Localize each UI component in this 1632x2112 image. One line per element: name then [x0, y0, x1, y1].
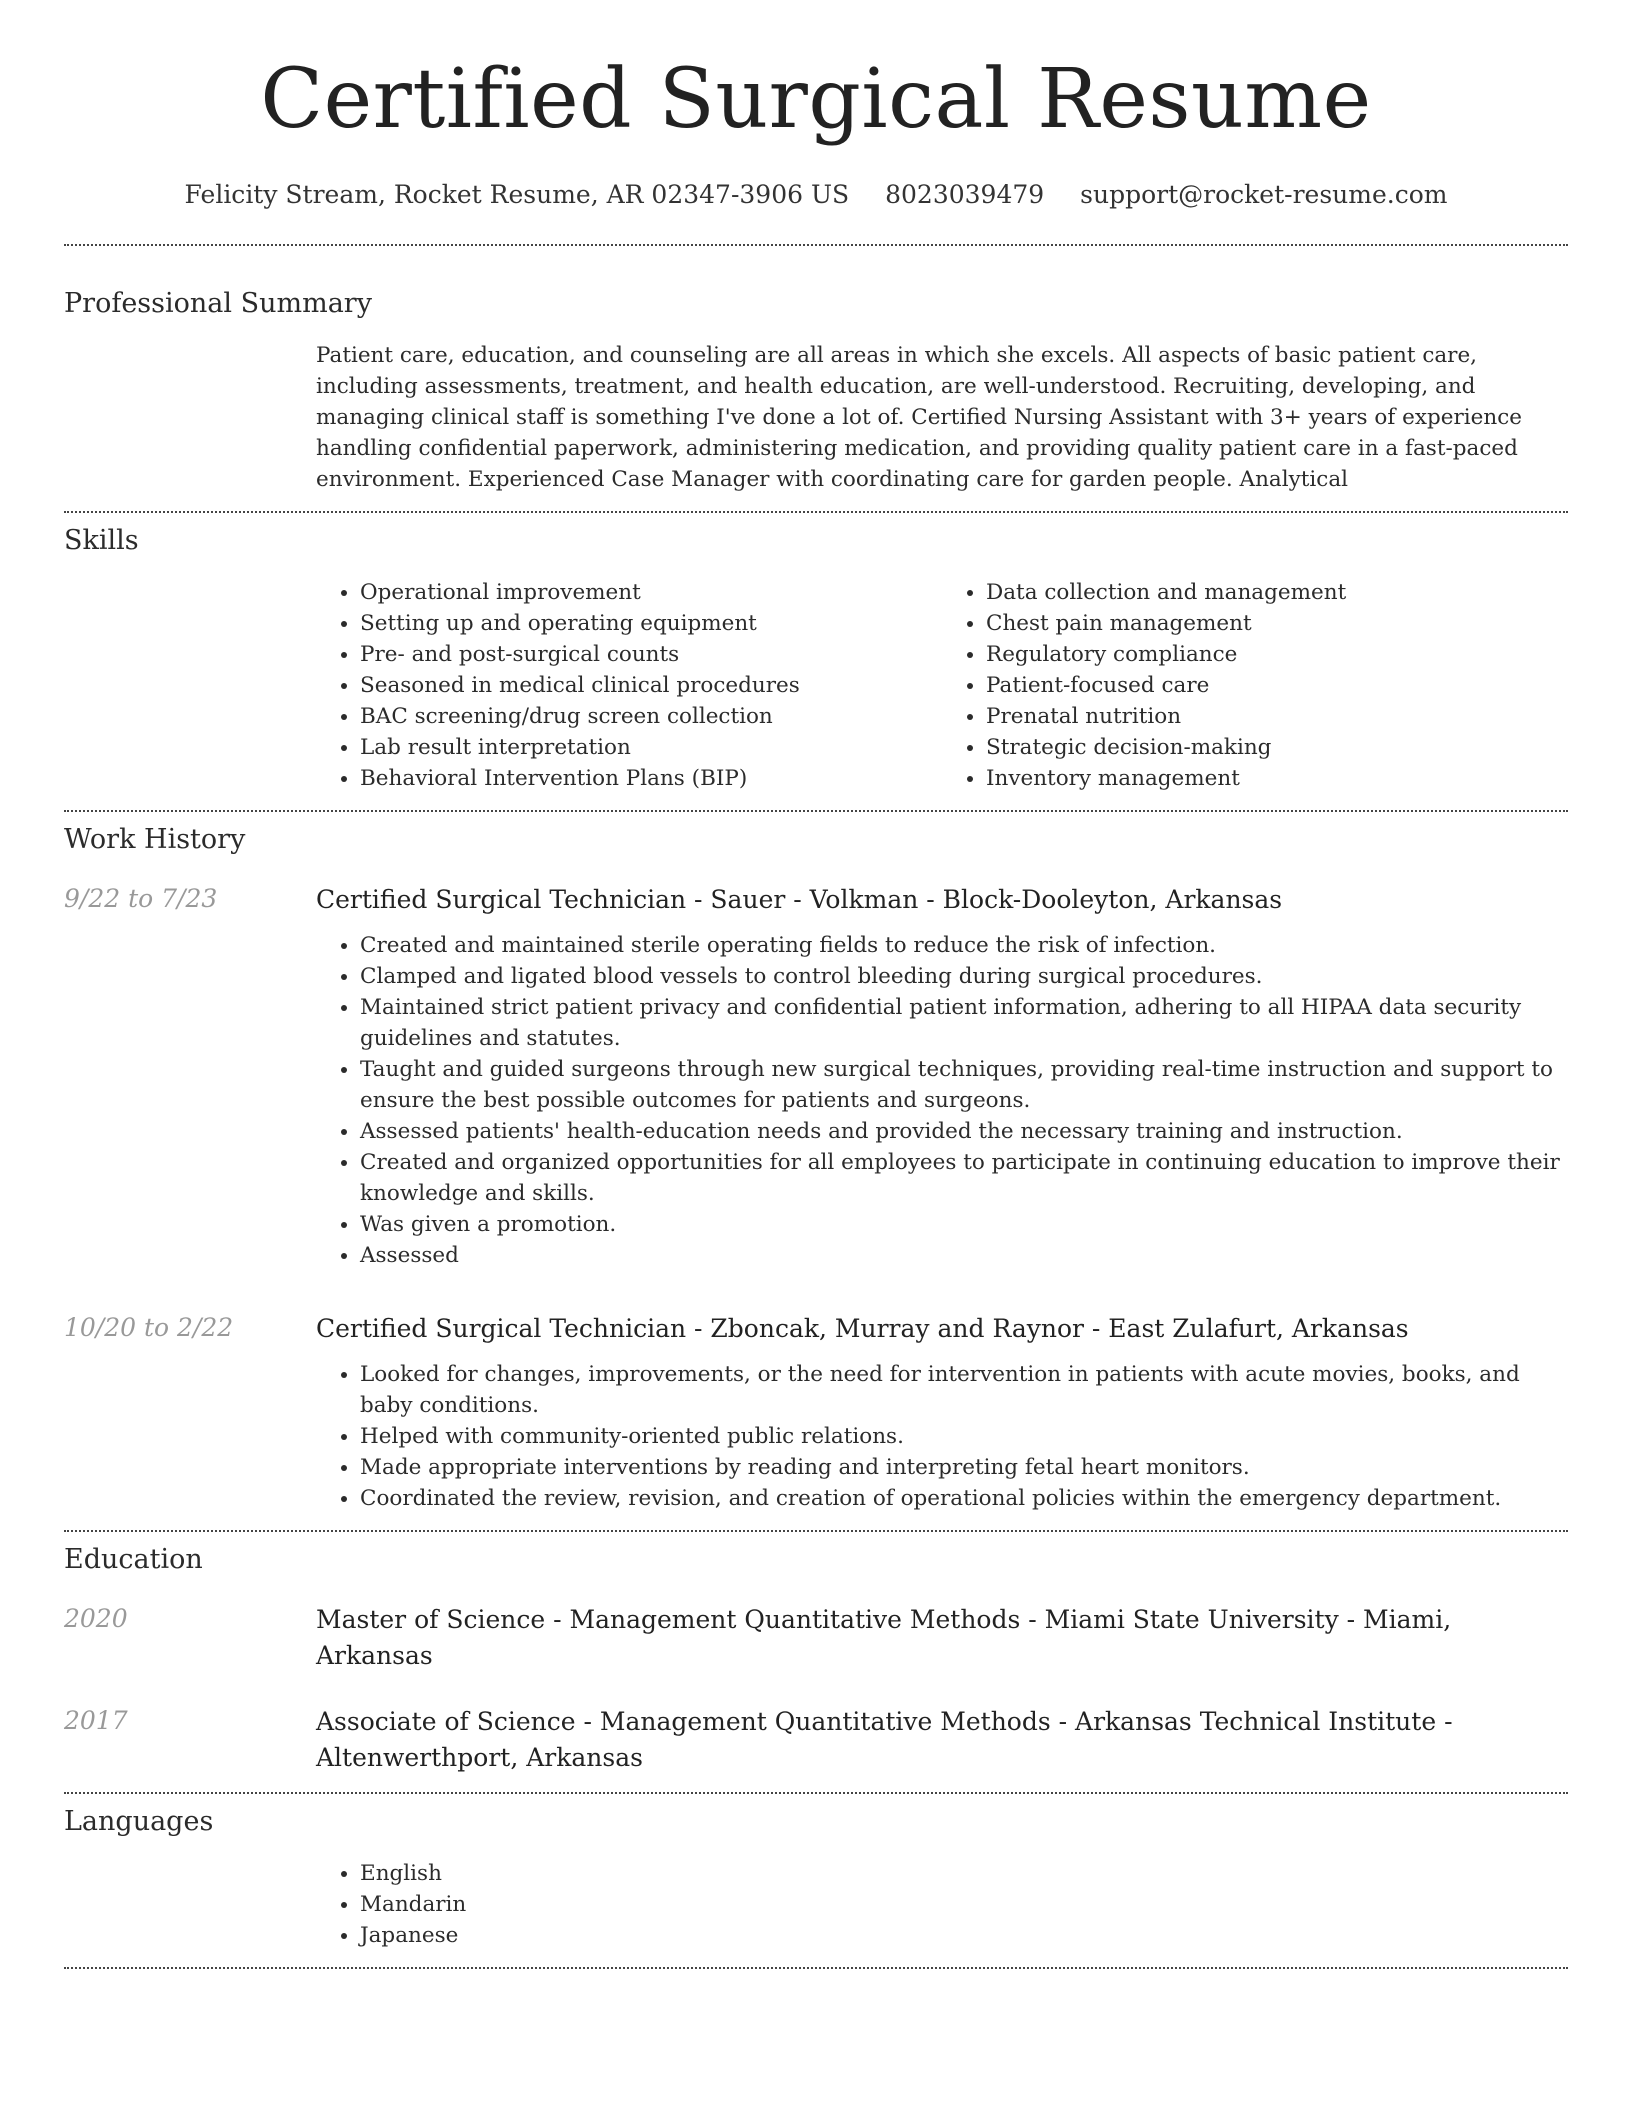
job-bullet: • Looked for changes, improvements, or the need for intervention in patients with acute movies, books, and baby conditions.	[360, 1359, 1568, 1421]
section-title-summary: Professional Summary	[64, 288, 372, 319]
skill-item: • Prenatal nutrition	[986, 701, 1568, 732]
job-bullet: • Taught and guided surgeons through new surgical techniques, providing real-time instruction and support to ensure the best possible outcomes for patients and surgeons.	[360, 1054, 1568, 1116]
job-bullets	[316, 1359, 1568, 1514]
language-item: • English	[360, 1858, 1568, 1889]
job-bullet: • Made appropriate interventions by reading and interpreting fetal heart monitors.	[360, 1452, 1568, 1483]
section-education	[64, 1542, 1568, 1776]
contact-email: support@rocket-resume.com	[1080, 180, 1448, 209]
skill-item: • Regulatory compliance	[986, 639, 1568, 670]
job-bullet: • Assessed	[360, 1240, 1568, 1271]
section-title-education: Education	[64, 1544, 203, 1575]
skill-item: • Lab result interpretation	[360, 732, 942, 763]
section-languages	[64, 1804, 1568, 1951]
divider	[64, 1967, 1568, 1969]
language-item: • Mandarin	[360, 1889, 1568, 1920]
job-bullet: • Created and organized opportunities for all employees to participate in continuing education to improve their knowledge and skills.	[360, 1147, 1568, 1209]
contact-phone: 8023039479	[885, 180, 1045, 209]
job-bullet: • Assessed patients' health-education needs and provided the necessary training and instruction.	[360, 1116, 1568, 1147]
divider	[64, 244, 1568, 246]
education-entry	[64, 1704, 1568, 1776]
skills-columns	[316, 577, 1568, 794]
skill-item: • Patient-focused care	[986, 670, 1568, 701]
section-title-work: Work History	[64, 824, 246, 855]
job-bullet: • Was given a promotion.	[360, 1209, 1568, 1240]
skill-item: • Seasoned in medical clinical procedures	[360, 670, 942, 701]
divider	[64, 1530, 1568, 1532]
skills-list-left	[316, 577, 942, 794]
skill-item: • Behavioral Intervention Plans (BIP)	[360, 763, 942, 794]
contact-address: Felicity Stream, Rocket Resume, AR 02347-3906 US	[184, 180, 850, 209]
resume-title: Certified Surgical Resume	[260, 52, 1372, 147]
section-title-languages: Languages	[64, 1806, 214, 1837]
divider	[64, 1792, 1568, 1794]
language-item: • Japanese	[360, 1920, 1568, 1951]
skill-item: • Chest pain management	[986, 608, 1568, 639]
skill-item: • BAC screening/drug screen collection	[360, 701, 942, 732]
section-professional-summary	[64, 286, 1568, 495]
skill-item: • Inventory management	[986, 763, 1568, 794]
skill-item: • Operational improvement	[360, 577, 942, 608]
job-details	[316, 882, 1568, 1271]
skills-list-right	[942, 577, 1568, 794]
section-title-skills: Skills	[64, 525, 139, 556]
job-bullets	[316, 930, 1568, 1271]
job-bullet: • Maintained strict patient privacy and confidential patient information, adhering to all HIPAA data security guidelines and statutes.	[360, 992, 1568, 1054]
job-bullet: • Coordinated the review, revision, and creation of operational policies within the emergency department.	[360, 1483, 1568, 1514]
section-skills	[64, 523, 1568, 794]
job-heading: Certified Surgical Technician - Sauer - Volkman - Block-Dooleyton, Arkansas	[316, 885, 1283, 914]
education-date: 2017	[64, 1706, 128, 1735]
job-date: 9/22 to 7/23	[64, 884, 218, 913]
job-details	[316, 1311, 1568, 1514]
education-heading: Associate of Science - Management Quantitative Methods - Arkansas Technical Institute - Altenwerthport, Arkansas	[316, 1707, 1453, 1772]
job-bullet: • Clamped and ligated blood vessels to control bleeding during surgical procedures.	[360, 961, 1568, 992]
job-date: 10/20 to 2/22	[64, 1313, 234, 1342]
languages-list	[316, 1858, 1568, 1951]
job-bullet: • Helped with community-oriented public relations.	[360, 1421, 1568, 1452]
contact-line	[64, 178, 1568, 212]
skill-item: • Pre- and post-surgical counts	[360, 639, 942, 670]
job-entry	[64, 1311, 1568, 1514]
divider	[64, 511, 1568, 513]
job-bullet: • Created and maintained sterile operating fields to reduce the risk of infection.	[360, 930, 1568, 961]
job-heading: Certified Surgical Technician - Zboncak, Murray and Raynor - East Zulafurt, Arkansas	[316, 1314, 1409, 1343]
job-entry	[64, 882, 1568, 1271]
divider	[64, 810, 1568, 812]
skill-item: • Setting up and operating equipment	[360, 608, 942, 639]
section-work-history	[64, 822, 1568, 1514]
education-heading: Master of Science - Management Quantitative Methods - Miami State University - Miami, Arkansas	[316, 1605, 1452, 1670]
summary-text: Patient care, education, and counseling are all areas in which she excels. All aspects of basic patient care, including assessments, treatment, and health education, are well-understood. Recruiting, developing, and managing clinical staff is something I've done a lot of. Certified Nursing Assistant with 3+ years of experience handling confidential paperwork, administering medication, and providing quality patient care in a fast-paced environment. Experienced Case Manager with coordinating care for garden people. Analytical	[316, 343, 1522, 492]
education-date: 2020	[64, 1604, 128, 1633]
skill-item: • Strategic decision-making	[986, 732, 1568, 763]
skill-item: • Data collection and management	[986, 577, 1568, 608]
education-entry	[64, 1602, 1568, 1674]
